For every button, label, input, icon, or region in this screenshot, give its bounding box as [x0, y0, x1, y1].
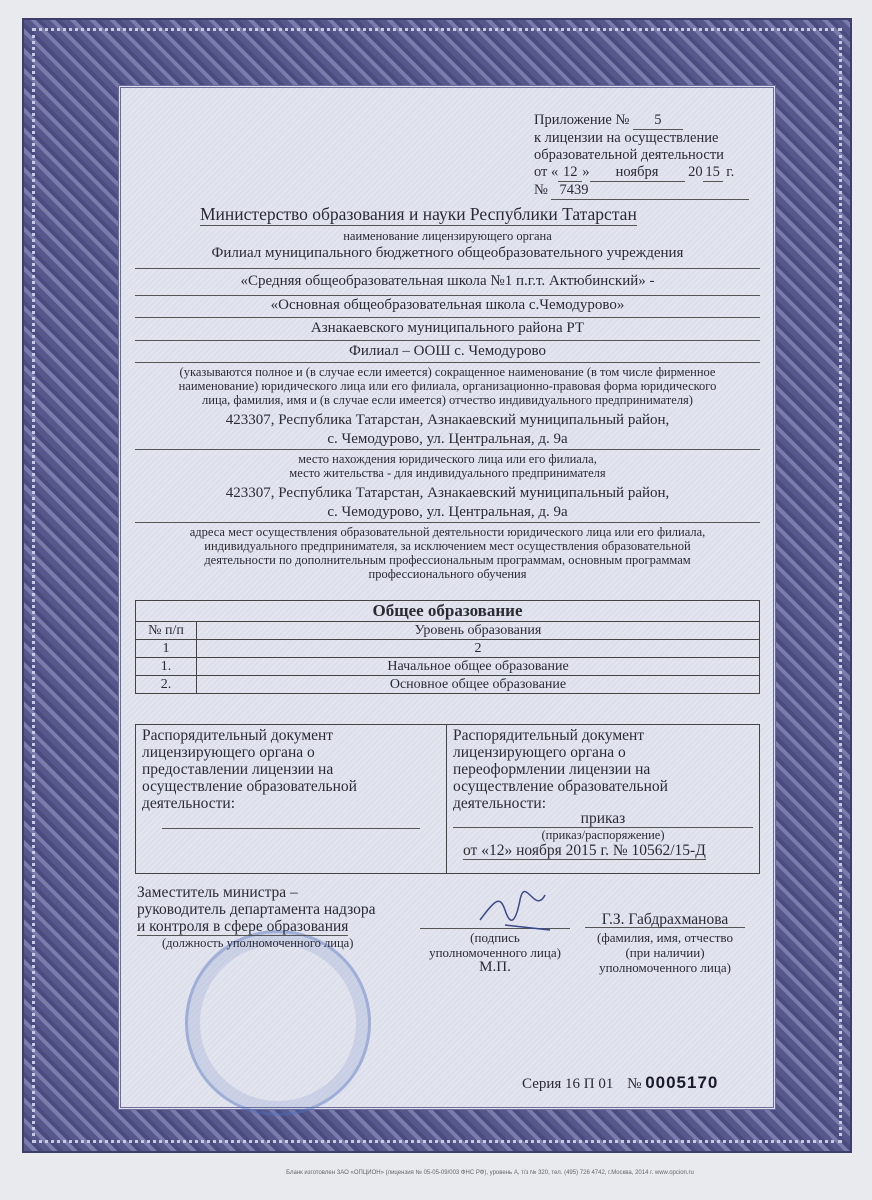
caption-line: уполномоченного лица) — [429, 945, 561, 960]
printer-note: Бланк изготовлен ЗАО «ОПЦИОН» (лицензия № 05-05-09/003 ФНС РФ), уровень А, т/з № 320, тел. (495) 726 4742, г.Москва, 2014 г. www.opcion.ru — [286, 1170, 694, 1176]
ministry-caption: наименование лицензирующего органа — [343, 229, 552, 243]
table-cell: 1 — [136, 640, 197, 658]
year-end: г. — [726, 164, 735, 180]
document-type: приказ — [453, 810, 753, 828]
date-prefix: от « — [534, 164, 559, 180]
caption-line: уполномоченного лица) — [599, 960, 731, 975]
caption-line: адреса мест осуществления образовательной деятельности юридического лица или его филиала, — [189, 525, 706, 539]
legal-address — [135, 411, 760, 449]
caption-line: (фамилия, имя, отчество — [597, 930, 733, 945]
org-name-line: «Средняя общеобразовательная школа №1 п.г.т. Актюбинский» - — [240, 273, 655, 289]
table-cell: 2 — [197, 640, 760, 658]
signature-caption — [415, 930, 575, 975]
education-levels-table — [135, 600, 760, 694]
caption-line: (указываются полное и (в случае если имеется) сокращенное наименование (в том числе фирменное — [179, 365, 716, 379]
caption-line: наименование) юридического лица или его филиала, организационно-правовая форма юридического — [178, 379, 717, 393]
serial-series: 16 П 01 — [565, 1076, 614, 1092]
official-name: Г.З. Габдрахманова — [585, 912, 745, 928]
caption-line: место жительства - для индивидуального предпринимателя — [289, 466, 606, 480]
box-line: переоформлении лицензии на — [453, 761, 651, 778]
position-caption: (должность уполномоченного лица) — [162, 936, 354, 950]
official-name-block — [585, 912, 745, 975]
box-line: Распорядительный документ — [453, 727, 645, 744]
table-header — [136, 622, 760, 640]
caption-line: профессионального обучения — [368, 567, 527, 581]
signature-line — [420, 905, 570, 929]
org-name-line: Филиал муниципального бюджетного общеобразовательного учреждения — [211, 245, 684, 261]
stamp-label: М.П. — [479, 959, 511, 975]
grant-document-box — [135, 724, 447, 874]
appendix-number: 5 — [633, 112, 683, 130]
handwritten-signature — [475, 890, 555, 935]
box-line: лицензирующего органа о — [142, 744, 315, 761]
caption-line: лица, фамилия, имя и (в случае если имеется) отчество индивидуального предпринимателя) — [202, 393, 693, 407]
org-short-name: Филиал – ООШ с. Чемодурово — [349, 343, 546, 359]
appendix-label: Приложение № — [534, 112, 630, 128]
reissue-document-box — [446, 724, 760, 874]
box-line: осуществление образовательной — [142, 778, 357, 795]
address-line: с. Чемодурово, ул. Центральная, д. 9а — [327, 504, 568, 520]
box-line: Распорядительный документ — [142, 727, 334, 744]
org-name-line: «Основная общеобразовательная школа с.Чемодурово» — [270, 297, 625, 313]
serial-number-label: № — [627, 1076, 642, 1092]
year-suffix: 15 — [703, 164, 723, 182]
document-type-caption: (приказ/распоряжение) — [541, 828, 665, 842]
position-line: Заместитель министра – — [137, 884, 298, 901]
header-line: к лицензии на осуществление — [534, 130, 719, 146]
box-line: деятельности: — [453, 795, 547, 812]
caption-line: (подпись — [470, 930, 520, 945]
activity-address — [135, 484, 760, 522]
serial-label: Серия — [522, 1076, 562, 1092]
table-cell: 1. — [136, 658, 197, 676]
org-caption — [135, 365, 760, 407]
column-header: № п/п — [136, 622, 197, 640]
activity-address-caption — [135, 525, 760, 581]
table-row — [136, 676, 760, 694]
position-line: руководитель департамента надзора — [137, 901, 376, 918]
appendix-header — [534, 112, 749, 200]
date-mid: » — [582, 164, 590, 180]
table-cell: 2. — [136, 676, 197, 694]
box-line: осуществление образовательной — [453, 778, 668, 795]
license-month: ноября — [590, 164, 685, 182]
table-title: Общее образование — [136, 601, 760, 622]
official-position — [137, 884, 376, 950]
legal-address-caption — [135, 452, 760, 480]
official-seal — [185, 930, 371, 1116]
column-header: Уровень образования — [197, 622, 760, 640]
ministry-name: Министерство образования и науки Республики Татарстан — [200, 204, 637, 224]
position-line: и контроля в сфере образования — [137, 918, 349, 935]
box-line: деятельности: — [142, 795, 236, 812]
year-prefix: 20 — [688, 164, 703, 180]
license-day: 12 — [558, 164, 582, 182]
table-index-row — [136, 640, 760, 658]
serial-number — [522, 1073, 718, 1093]
number-label: № — [534, 182, 548, 198]
document-date-number: от «12» ноября 2015 г. № 10562/15-Д — [463, 842, 706, 859]
serial-number-value: 0005170 — [645, 1073, 719, 1092]
address-line: 423307, Республика Татарстан, Азнакаевский муниципальный район, — [225, 412, 670, 428]
caption-line: индивидуального предпринимателя, за исключением мест осуществления образовательной — [204, 539, 691, 553]
caption-line: (при наличии) — [625, 945, 705, 960]
license-number: 7439 — [551, 182, 749, 200]
org-name-line: Азнакаевского муниципального района РТ — [310, 320, 585, 336]
caption-line: место нахождения юридического лица или его филиала, — [298, 452, 597, 466]
header-line: образовательной деятельности — [534, 147, 724, 163]
caption-line: деятельности по дополнительным профессиональным программам, основным программам — [204, 553, 691, 567]
box-line: лицензирующего органа о — [453, 744, 626, 761]
table-row — [136, 658, 760, 676]
address-line: с. Чемодурово, ул. Центральная, д. 9а — [327, 431, 568, 447]
blank-line — [162, 822, 420, 829]
table-cell: Начальное общее образование — [197, 658, 760, 676]
table-cell: Основное общее образование — [197, 676, 760, 694]
address-line: 423307, Республика Татарстан, Азнакаевский муниципальный район, — [225, 485, 670, 501]
box-line: предоставлении лицензии на — [142, 761, 334, 778]
